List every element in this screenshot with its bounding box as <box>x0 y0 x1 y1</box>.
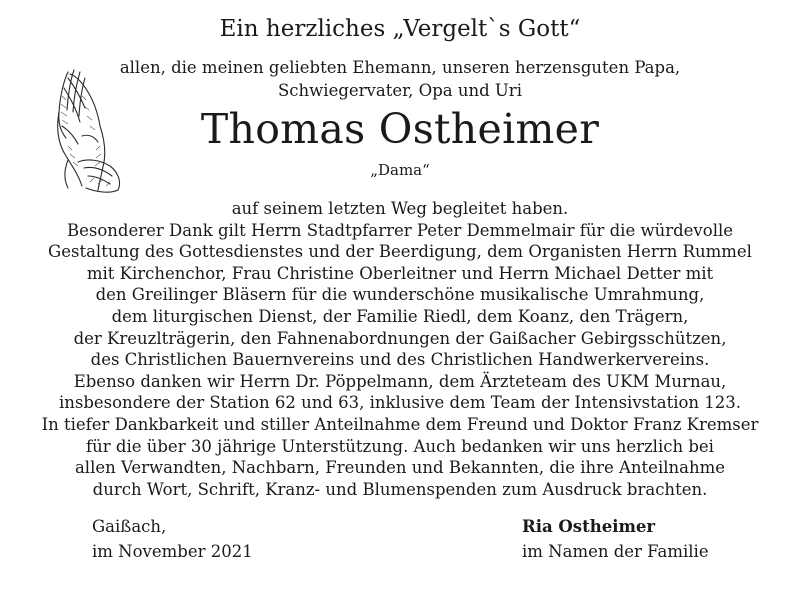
thanks-heading: Ein herzliches „Vergelt`s Gott“ <box>219 16 581 42</box>
body-line: den Greilinger Bläsern für die wunderschöne musikalische Umrahmung, <box>95 285 705 305</box>
thanks-body <box>0 198 800 500</box>
deceased-name: Thomas Ostheimer <box>200 105 600 153</box>
body-line: Ebenso danken wir Herrn Dr. Pöppelmann, dem Ärzteteam des UKM Murnau, <box>73 371 727 391</box>
body-line: insbesondere der Station 62 und 63, inklusive dem Team der Intensivstation 123. <box>58 393 742 413</box>
place: Gaißach, <box>92 517 167 536</box>
signer-name: Ria Ostheimer <box>522 517 656 536</box>
body-line: des Christlichen Bauernvereins und des Christlichen Handwerkervereins. <box>90 350 710 370</box>
signature-block <box>522 514 709 564</box>
intro-line: Schwiegervater, Opa und Uri <box>278 81 522 100</box>
body-line: Besonderer Dank gilt Herrn Stadtpfarrer Peter Demmelmair für die würdevolle <box>66 220 734 240</box>
body-line: durch Wort, Schrift, Kranz- und Blumenspenden zum Ausdruck brachten. <box>92 479 708 499</box>
body-line: Gestaltung des Gottesdienstes und der Beerdigung, dem Organisten Herrn Rummel <box>48 242 752 262</box>
body-line: auf seinem letzten Weg begleitet haben. <box>231 199 569 218</box>
body-line: allen Verwandten, Nachbarn, Freunden und Bekannten, die ihre Anteilnahme <box>74 458 726 478</box>
body-line: mit Kirchenchor, Frau Christine Oberleitner und Herrn Michael Detter mit <box>86 263 714 283</box>
body-line: für die über 30 jährige Unterstützung. Auch bedanken wir uns herzlich bei <box>86 436 714 456</box>
nickname: „Dama“ <box>370 161 430 179</box>
intro-line: allen, die meinen geliebten Ehemann, unseren herzensguten Papa, <box>119 58 681 77</box>
place-date <box>92 514 253 564</box>
body-line: der Kreuzlträgerin, den Fahnenabordnungen der Gaißacher Gebirgsschützen, <box>73 328 727 348</box>
signer-note: im Namen der Familie <box>522 542 709 561</box>
date: im November 2021 <box>92 542 253 561</box>
body-line: In tiefer Dankbarkeit und stiller Anteilnahme dem Freund und Doktor Franz Kremser <box>41 414 759 434</box>
body-line: dem liturgischen Dienst, der Familie Riedl, dem Koanz, den Trägern, <box>111 306 689 326</box>
